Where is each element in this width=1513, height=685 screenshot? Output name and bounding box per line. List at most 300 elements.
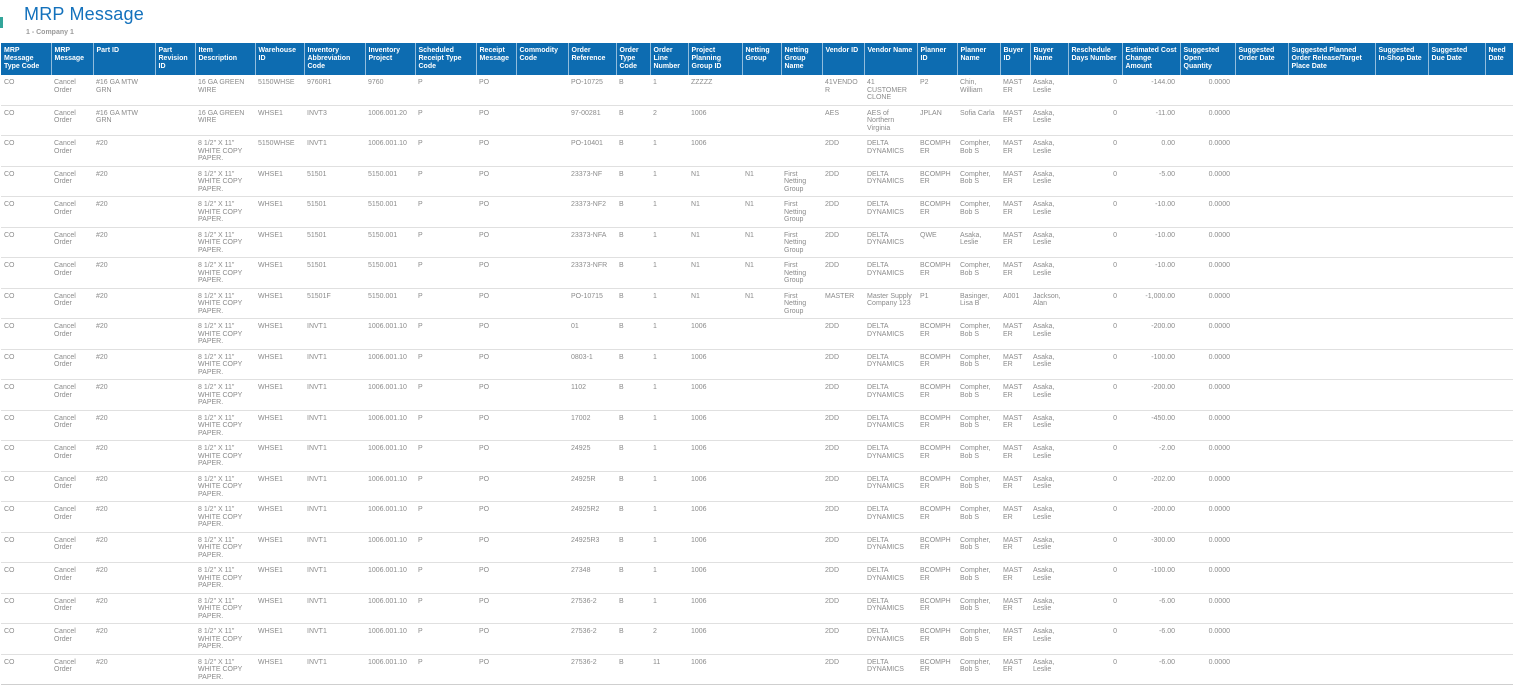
column-header[interactable]: Buyer Name xyxy=(1030,43,1068,75)
cell: INVT1 xyxy=(304,136,365,167)
cell xyxy=(155,197,195,228)
column-header[interactable]: Estimated Cost Change Amount xyxy=(1122,43,1180,75)
cell: N1 xyxy=(688,197,742,228)
cell: AES xyxy=(822,105,864,136)
cell: DELTA DYNAMICS xyxy=(864,624,917,655)
cell: Asaka, Leslie xyxy=(1030,227,1068,258)
cell: -6.00 xyxy=(1122,624,1180,655)
cell xyxy=(1235,197,1288,228)
cell: Basinger, Lisa B xyxy=(957,288,1000,319)
cell: 8 1/2" X 11" WHITE COPY PAPER. xyxy=(195,441,255,472)
column-header[interactable]: Suggested Open Quantity xyxy=(1180,43,1235,75)
cell: DELTA DYNAMICS xyxy=(864,471,917,502)
cell: 16 GA GREEN WIRE xyxy=(195,105,255,136)
column-header[interactable]: Netting Group xyxy=(742,43,781,75)
cell: MASTER xyxy=(1000,532,1030,563)
company-label: 1 - Company 1 xyxy=(26,29,74,36)
cell xyxy=(742,471,781,502)
cell: 8 1/2" X 11" WHITE COPY PAPER. xyxy=(195,410,255,441)
cell xyxy=(516,349,568,380)
cell: -10.00 xyxy=(1122,227,1180,258)
table-row[interactable] xyxy=(1,532,1513,563)
table-row[interactable] xyxy=(1,502,1513,533)
cell: Compher, Bob S xyxy=(957,593,1000,624)
cell: #20 xyxy=(93,563,155,594)
cell xyxy=(516,593,568,624)
cell: Compher, Bob S xyxy=(957,319,1000,350)
cell: Cancel Order xyxy=(51,319,93,350)
cell xyxy=(742,319,781,350)
cell xyxy=(1485,258,1513,289)
cell xyxy=(1485,319,1513,350)
cell: PO xyxy=(476,105,516,136)
cell: 8 1/2" X 11" WHITE COPY PAPER. xyxy=(195,532,255,563)
cell: 1006 xyxy=(688,654,742,685)
cell: 0 xyxy=(1068,227,1122,258)
cell xyxy=(1288,380,1375,411)
cell: 8 1/2" X 11" WHITE COPY PAPER. xyxy=(195,197,255,228)
column-header[interactable]: Order Type Code xyxy=(616,43,650,75)
cell: DELTA DYNAMICS xyxy=(864,349,917,380)
cell: Asaka, Leslie xyxy=(1030,258,1068,289)
cell xyxy=(1428,654,1485,685)
cell: 0 xyxy=(1068,410,1122,441)
cell: 23373-NFR xyxy=(568,258,616,289)
cell xyxy=(516,166,568,197)
mrp-message-table xyxy=(1,43,1513,685)
cell xyxy=(1428,136,1485,167)
cell xyxy=(1485,410,1513,441)
column-header[interactable]: Order Reference xyxy=(568,43,616,75)
column-header[interactable]: Suggested Due Date xyxy=(1428,43,1485,75)
cell: B xyxy=(616,227,650,258)
cell: Cancel Order xyxy=(51,166,93,197)
table-row[interactable] xyxy=(1,136,1513,167)
cell: DELTA DYNAMICS xyxy=(864,441,917,472)
column-header[interactable]: Reschedule Days Number xyxy=(1068,43,1122,75)
cell: INVT1 xyxy=(304,319,365,350)
cell: 51501 xyxy=(304,166,365,197)
cell: 1 xyxy=(650,563,688,594)
cell: CO xyxy=(1,136,51,167)
cell: 0803-1 xyxy=(568,349,616,380)
cell: 1006 xyxy=(688,319,742,350)
cell: 8 1/2" X 11" WHITE COPY PAPER. xyxy=(195,380,255,411)
cell: WHSE1 xyxy=(255,441,304,472)
cell: 27536-2 xyxy=(568,624,616,655)
cell: #20 xyxy=(93,319,155,350)
cell: 0.0000 xyxy=(1180,227,1235,258)
cell xyxy=(1288,197,1375,228)
cell xyxy=(1235,441,1288,472)
column-header[interactable]: Vendor Name xyxy=(864,43,917,75)
cell: 8 1/2" X 11" WHITE COPY PAPER. xyxy=(195,258,255,289)
table-row[interactable] xyxy=(1,593,1513,624)
cell: INVT1 xyxy=(304,471,365,502)
table-row[interactable] xyxy=(1,410,1513,441)
cell: Asaka, Leslie xyxy=(957,227,1000,258)
cell: BCOMPHER xyxy=(917,197,957,228)
cell xyxy=(155,105,195,136)
cell: Asaka, Leslie xyxy=(1030,197,1068,228)
cell: Cancel Order xyxy=(51,380,93,411)
column-header[interactable]: Planner Name xyxy=(957,43,1000,75)
cell xyxy=(1235,258,1288,289)
cell: PO xyxy=(476,136,516,167)
cell: 0.0000 xyxy=(1180,441,1235,472)
cell: B xyxy=(616,532,650,563)
cell: Cancel Order xyxy=(51,197,93,228)
cell: 5150WHSE xyxy=(255,75,304,105)
table-row[interactable] xyxy=(1,471,1513,502)
cell: Cancel Order xyxy=(51,258,93,289)
cell: Jackson, Alan xyxy=(1030,288,1068,319)
column-header[interactable]: Warehouse ID xyxy=(255,43,304,75)
cell: -5.00 xyxy=(1122,166,1180,197)
cell xyxy=(1428,349,1485,380)
cell: B xyxy=(616,75,650,105)
cell: Asaka, Leslie xyxy=(1030,441,1068,472)
cell: 0 xyxy=(1068,471,1122,502)
cell xyxy=(1288,136,1375,167)
cell: 0 xyxy=(1068,654,1122,685)
cell: 24925 xyxy=(568,441,616,472)
cell xyxy=(1428,166,1485,197)
cell xyxy=(781,441,822,472)
cell: Asaka, Leslie xyxy=(1030,380,1068,411)
cell: WHSE1 xyxy=(255,166,304,197)
cell: -6.00 xyxy=(1122,654,1180,685)
cell: WHSE1 xyxy=(255,532,304,563)
cell: 1006 xyxy=(688,563,742,594)
column-header[interactable]: Receipt Message xyxy=(476,43,516,75)
cell xyxy=(742,105,781,136)
cell xyxy=(1428,105,1485,136)
cell: Cancel Order xyxy=(51,136,93,167)
cell: DELTA DYNAMICS xyxy=(864,654,917,685)
cell: 0 xyxy=(1068,136,1122,167)
column-header[interactable]: Inventory Project xyxy=(365,43,415,75)
cell xyxy=(155,166,195,197)
cell: CO xyxy=(1,166,51,197)
cell: Asaka, Leslie xyxy=(1030,319,1068,350)
cell: Compher, Bob S xyxy=(957,471,1000,502)
table-row[interactable] xyxy=(1,563,1513,594)
cell: MASTER xyxy=(1000,593,1030,624)
cell: MASTER xyxy=(1000,136,1030,167)
cell: BCOMPHER xyxy=(917,319,957,350)
cell: 2DD xyxy=(822,258,864,289)
cell xyxy=(1428,441,1485,472)
cell: 41 CUSTOMER CLONE xyxy=(864,75,917,105)
cell: 2DD xyxy=(822,166,864,197)
cell: 1 xyxy=(650,319,688,350)
cell: PO xyxy=(476,593,516,624)
cell xyxy=(1485,593,1513,624)
cell: MASTER xyxy=(1000,654,1030,685)
cell: DELTA DYNAMICS xyxy=(864,532,917,563)
cell xyxy=(1485,502,1513,533)
cell xyxy=(1235,227,1288,258)
cell: PO xyxy=(476,624,516,655)
cell: 1 xyxy=(650,349,688,380)
cell xyxy=(1288,441,1375,472)
cell: MASTER xyxy=(1000,75,1030,105)
table-row[interactable] xyxy=(1,75,1513,105)
cell xyxy=(1375,380,1428,411)
cell: P2 xyxy=(917,75,957,105)
cell: BCOMPHER xyxy=(917,624,957,655)
cell: #16 GA MTW GRN xyxy=(93,75,155,105)
cell: 0.0000 xyxy=(1180,471,1235,502)
cell: Asaka, Leslie xyxy=(1030,410,1068,441)
cell: Asaka, Leslie xyxy=(1030,593,1068,624)
cell: PO xyxy=(476,532,516,563)
accent-mark xyxy=(0,17,3,28)
table-row[interactable] xyxy=(1,105,1513,136)
cell: #20 xyxy=(93,349,155,380)
cell: Cancel Order xyxy=(51,654,93,685)
cell: -100.00 xyxy=(1122,349,1180,380)
cell xyxy=(742,410,781,441)
cell: P1 xyxy=(917,288,957,319)
cell xyxy=(1428,624,1485,655)
column-header[interactable]: Buyer ID xyxy=(1000,43,1030,75)
cell: -10.00 xyxy=(1122,258,1180,289)
cell: DELTA DYNAMICS xyxy=(864,136,917,167)
cell: #20 xyxy=(93,471,155,502)
cell xyxy=(1485,441,1513,472)
cell: BCOMPHER xyxy=(917,441,957,472)
cell: DELTA DYNAMICS xyxy=(864,380,917,411)
cell xyxy=(1428,288,1485,319)
cell: 2DD xyxy=(822,471,864,502)
cell: MASTER xyxy=(1000,441,1030,472)
cell: #20 xyxy=(93,166,155,197)
table-row[interactable] xyxy=(1,288,1513,319)
cell: 51501 xyxy=(304,227,365,258)
cell: N1 xyxy=(688,227,742,258)
cell xyxy=(155,532,195,563)
cell: 8 1/2" X 11" WHITE COPY PAPER. xyxy=(195,349,255,380)
cell: 23373-NFA xyxy=(568,227,616,258)
cell: MASTER xyxy=(822,288,864,319)
cell: Cancel Order xyxy=(51,410,93,441)
cell: 01 xyxy=(568,319,616,350)
cell: 2DD xyxy=(822,654,864,685)
cell xyxy=(1235,563,1288,594)
cell xyxy=(1288,654,1375,685)
column-header[interactable]: MRP Message Type Code xyxy=(1,43,51,75)
cell: 1 xyxy=(650,471,688,502)
cell: -300.00 xyxy=(1122,532,1180,563)
cell: #20 xyxy=(93,502,155,533)
cell: DELTA DYNAMICS xyxy=(864,166,917,197)
cell: 1006.001.10 xyxy=(365,593,415,624)
cell xyxy=(781,380,822,411)
cell xyxy=(1485,624,1513,655)
cell: WHSE1 xyxy=(255,227,304,258)
cell: Compher, Bob S xyxy=(957,532,1000,563)
cell: 0.0000 xyxy=(1180,288,1235,319)
cell: PO xyxy=(476,227,516,258)
cell: P xyxy=(415,380,476,411)
cell: 1006 xyxy=(688,624,742,655)
cell: 24925R2 xyxy=(568,502,616,533)
cell: AES of Northern Virginia xyxy=(864,105,917,136)
cell xyxy=(1288,288,1375,319)
column-header[interactable]: Item Description xyxy=(195,43,255,75)
cell: WHSE1 xyxy=(255,288,304,319)
cell: 0.0000 xyxy=(1180,105,1235,136)
cell xyxy=(742,593,781,624)
cell: 1006.001.10 xyxy=(365,441,415,472)
cell xyxy=(1375,410,1428,441)
column-header[interactable]: Commodity Code xyxy=(516,43,568,75)
column-header[interactable]: Need Date xyxy=(1485,43,1513,75)
cell xyxy=(1288,166,1375,197)
cell: 8 1/2" X 11" WHITE COPY PAPER. xyxy=(195,227,255,258)
column-header[interactable]: Order Line Number xyxy=(650,43,688,75)
cell xyxy=(155,471,195,502)
cell: 1 xyxy=(650,288,688,319)
cell xyxy=(1288,502,1375,533)
cell xyxy=(155,319,195,350)
cell: 1 xyxy=(650,166,688,197)
cell: 1006 xyxy=(688,136,742,167)
cell: 27536-2 xyxy=(568,654,616,685)
cell: 1 xyxy=(650,380,688,411)
cell: 5150.001 xyxy=(365,197,415,228)
cell xyxy=(781,654,822,685)
cell: Cancel Order xyxy=(51,349,93,380)
cell: WHSE1 xyxy=(255,471,304,502)
cell: PO xyxy=(476,410,516,441)
page-title: MRP Message xyxy=(24,4,144,24)
cell: CO xyxy=(1,380,51,411)
cell xyxy=(1428,532,1485,563)
cell: DELTA DYNAMICS xyxy=(864,227,917,258)
table-row[interactable] xyxy=(1,258,1513,289)
cell: PO xyxy=(476,502,516,533)
column-header[interactable]: Scheduled Receipt Type Code xyxy=(415,43,476,75)
cell xyxy=(516,441,568,472)
cell: Cancel Order xyxy=(51,75,93,105)
column-header[interactable]: Vendor ID xyxy=(822,43,864,75)
column-header[interactable]: Project Planning Group ID xyxy=(688,43,742,75)
cell: -144.00 xyxy=(1122,75,1180,105)
column-header[interactable]: MRP Message xyxy=(51,43,93,75)
table-row[interactable] xyxy=(1,654,1513,685)
column-header[interactable]: Netting Group Name xyxy=(781,43,822,75)
cell xyxy=(1485,227,1513,258)
cell: 0.0000 xyxy=(1180,593,1235,624)
cell: 0.0000 xyxy=(1180,75,1235,105)
cell: #20 xyxy=(93,136,155,167)
cell xyxy=(1485,288,1513,319)
table-row[interactable] xyxy=(1,380,1513,411)
table-row[interactable] xyxy=(1,166,1513,197)
cell: 0.0000 xyxy=(1180,136,1235,167)
column-header[interactable]: Planner ID xyxy=(917,43,957,75)
cell: -11.00 xyxy=(1122,105,1180,136)
table-row[interactable] xyxy=(1,624,1513,655)
cell: Cancel Order xyxy=(51,502,93,533)
cell xyxy=(155,75,195,105)
cell: BCOMPHER xyxy=(917,380,957,411)
table-row[interactable] xyxy=(1,441,1513,472)
cell: BCOMPHER xyxy=(917,136,957,167)
cell: P xyxy=(415,624,476,655)
cell xyxy=(1235,380,1288,411)
cell: MASTER xyxy=(1000,227,1030,258)
cell: 1 xyxy=(650,227,688,258)
cell: 0 xyxy=(1068,563,1122,594)
cell: #20 xyxy=(93,624,155,655)
cell xyxy=(781,624,822,655)
cell xyxy=(1375,319,1428,350)
cell xyxy=(1288,75,1375,105)
column-header[interactable]: Suggested Order Date xyxy=(1235,43,1288,75)
cell: 0 xyxy=(1068,197,1122,228)
cell: 0.0000 xyxy=(1180,319,1235,350)
table-row[interactable] xyxy=(1,319,1513,350)
cell: 5150.001 xyxy=(365,227,415,258)
cell xyxy=(1235,75,1288,105)
cell: BCOMPHER xyxy=(917,563,957,594)
cell xyxy=(781,136,822,167)
cell xyxy=(781,349,822,380)
cell xyxy=(1375,197,1428,228)
cell xyxy=(155,654,195,685)
column-header[interactable]: Part Revision ID xyxy=(155,43,195,75)
cell: First Netting Group xyxy=(781,197,822,228)
cell: CO xyxy=(1,441,51,472)
column-header[interactable]: Suggested Planned Order Release/Target Place Date xyxy=(1288,43,1375,75)
column-header[interactable]: Inventory Abbreviation Code xyxy=(304,43,365,75)
table-row[interactable] xyxy=(1,197,1513,228)
cell: B xyxy=(616,410,650,441)
cell: B xyxy=(616,624,650,655)
cell: MASTER xyxy=(1000,319,1030,350)
cell: DELTA DYNAMICS xyxy=(864,502,917,533)
cell: 2DD xyxy=(822,593,864,624)
cell: 51501F xyxy=(304,288,365,319)
cell: 0 xyxy=(1068,349,1122,380)
cell: 24925R3 xyxy=(568,532,616,563)
cell xyxy=(1485,166,1513,197)
table-row[interactable] xyxy=(1,349,1513,380)
cell: Compher, Bob S xyxy=(957,502,1000,533)
cell xyxy=(1375,105,1428,136)
column-header[interactable]: Suggested In-Shop Date xyxy=(1375,43,1428,75)
cell: 0 xyxy=(1068,166,1122,197)
cell xyxy=(1375,136,1428,167)
cell: -10.00 xyxy=(1122,197,1180,228)
cell: CO xyxy=(1,197,51,228)
cell xyxy=(1375,654,1428,685)
cell: DELTA DYNAMICS xyxy=(864,319,917,350)
cell: PO xyxy=(476,288,516,319)
cell: 5150WHSE xyxy=(255,136,304,167)
cell: Compher, Bob S xyxy=(957,563,1000,594)
cell xyxy=(1485,471,1513,502)
cell xyxy=(781,471,822,502)
cell xyxy=(516,197,568,228)
cell: B xyxy=(616,258,650,289)
table-row[interactable] xyxy=(1,227,1513,258)
column-header[interactable]: Part ID xyxy=(93,43,155,75)
